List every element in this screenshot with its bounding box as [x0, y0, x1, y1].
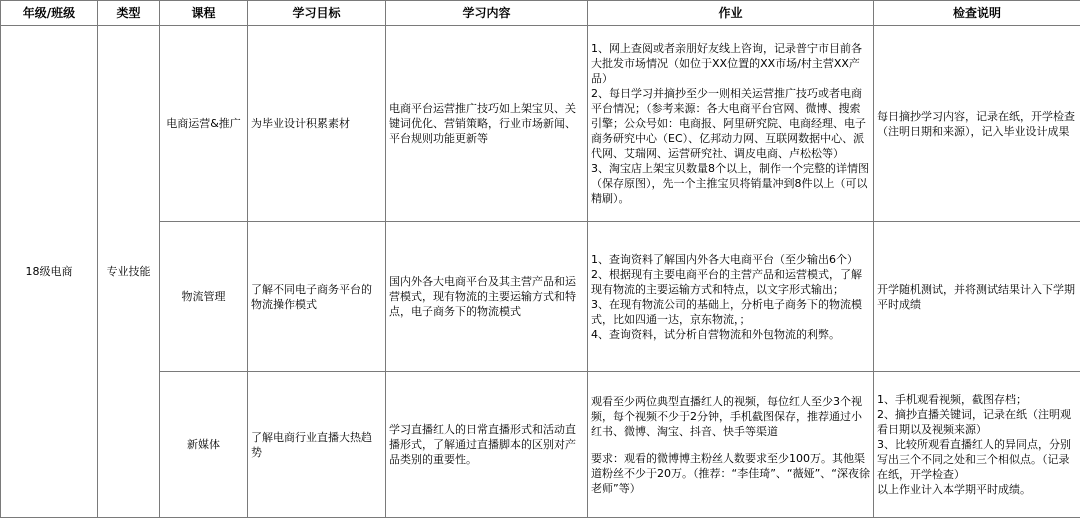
homework-spacer — [591, 439, 870, 451]
goal-cell: 为毕业设计积累素材 — [248, 26, 386, 222]
check-line: 1、手机观看视频，截图存档； — [877, 393, 1027, 406]
goal-cell: 了解不同电子商务平台的物流操作模式 — [248, 222, 386, 372]
header-grade: 年级/班级 — [1, 1, 98, 26]
homework-line: 要求：观看的微博博主粉丝人数要求至少100万。其他渠道粉丝不少于20万。（推荐：“李佳琦”、“薇娅”、“深夜徐老师”等） — [591, 451, 870, 495]
table-row — [1, 26, 1080, 222]
content-cell: 电商平台运营推广技巧如上架宝贝、关键词优化、营销策略，行业市场新闻、平台规则功能更新等 — [386, 26, 588, 222]
check-line: 以上作业计入本学期平时成绩。 — [877, 483, 1031, 496]
homework-line: 3、在现有物流公司的基础上，分析电子商务下的物流模式，比如四通一达，京东物流，； — [591, 297, 862, 326]
header-content: 学习内容 — [386, 1, 588, 26]
content-cell: 国内外各大电商平台及其主营产品和运营模式，现有物流的主要运输方式和特点，电子商务下的物流模式 — [386, 222, 588, 372]
check-cell — [874, 372, 1080, 518]
table-row — [1, 372, 1080, 518]
homework-line: 4、查询资料，试分析自营物流和外包物流的利弊。 — [591, 327, 840, 341]
table-row — [1, 222, 1080, 372]
header-row — [1, 1, 1080, 26]
header-homework: 作业 — [588, 1, 874, 26]
header-type: 类型 — [98, 1, 160, 26]
homework-line: 1、查询资料了解国内外各大电商平台（至少输出6个） — [591, 252, 858, 266]
check-line: 3、比较所观看直播红人的异同点，分别写出三个不同之处和三个相似点。（记录在纸，开学检查） — [877, 438, 1071, 481]
check-line: 2、摘抄直播关键词，记录在纸（注明观看日期以及视频来源） — [877, 408, 1071, 436]
grade-cell: 18级电商 — [1, 26, 98, 518]
homework-cell — [588, 26, 874, 222]
check-cell: 每日摘抄学习内容，记录在纸，开学检查（注明日期和来源），记入毕业设计成果 — [874, 26, 1080, 222]
header-check: 检查说明 — [874, 1, 1080, 26]
homework-line: 观看至少两位典型直播红人的视频，每位红人至少3个视频，每个视频不少于2分钟，手机截图保存，推荐通过小红书、微博、淘宝、抖音、快手等渠道 — [591, 394, 862, 438]
course-cell: 电商运营&推广 — [160, 26, 248, 222]
homework-line: 1、网上查阅或者亲朋好友线上咨询，记录普宁市目前各大批发市场情况（如位于XX位置的XX市场/村主营XX产品） — [591, 42, 862, 85]
homework-cell — [588, 222, 874, 372]
check-cell: 开学随机测试，并将测试结果计入下学期平时成绩 — [874, 222, 1080, 372]
content-cell: 学习直播红人的日常直播形式和活动直播形式，了解通过直播脚本的区别对产品类别的重要性。 — [386, 372, 588, 518]
homework-line: 2、根据现有主要电商平台的主营产品和运营模式，了解现有物流的主要运输方式和特点，以文字形式输出； — [591, 267, 862, 296]
course-cell: 新媒体 — [160, 372, 248, 518]
homework-line: 3、淘宝店上架宝贝数量8个以上，制作一个完整的详情图（保存原图），先一个主推宝贝将销量冲到8件以上（可以精刷）。 — [591, 162, 869, 205]
goal-cell: 了解电商行业直播大热趋势 — [248, 372, 386, 518]
type-cell: 专业技能 — [98, 26, 160, 518]
homework-cell — [588, 372, 874, 518]
course-cell: 物流管理 — [160, 222, 248, 372]
header-course: 课程 — [160, 1, 248, 26]
header-goal: 学习目标 — [248, 1, 386, 26]
homework-line: 2、每日学习并摘抄至少一则相关运营推广技巧或者电商平台情况；（参考来源：各大电商平台官网、微博、搜索引擎；公众号如：电商报、阿里研究院、电商经理、电子商务研究中心（EC）、亿邦动力网、互联网数据中心、派代网、艾瑞网、运营研究社、调皮电商、卢松松等） — [591, 87, 866, 160]
